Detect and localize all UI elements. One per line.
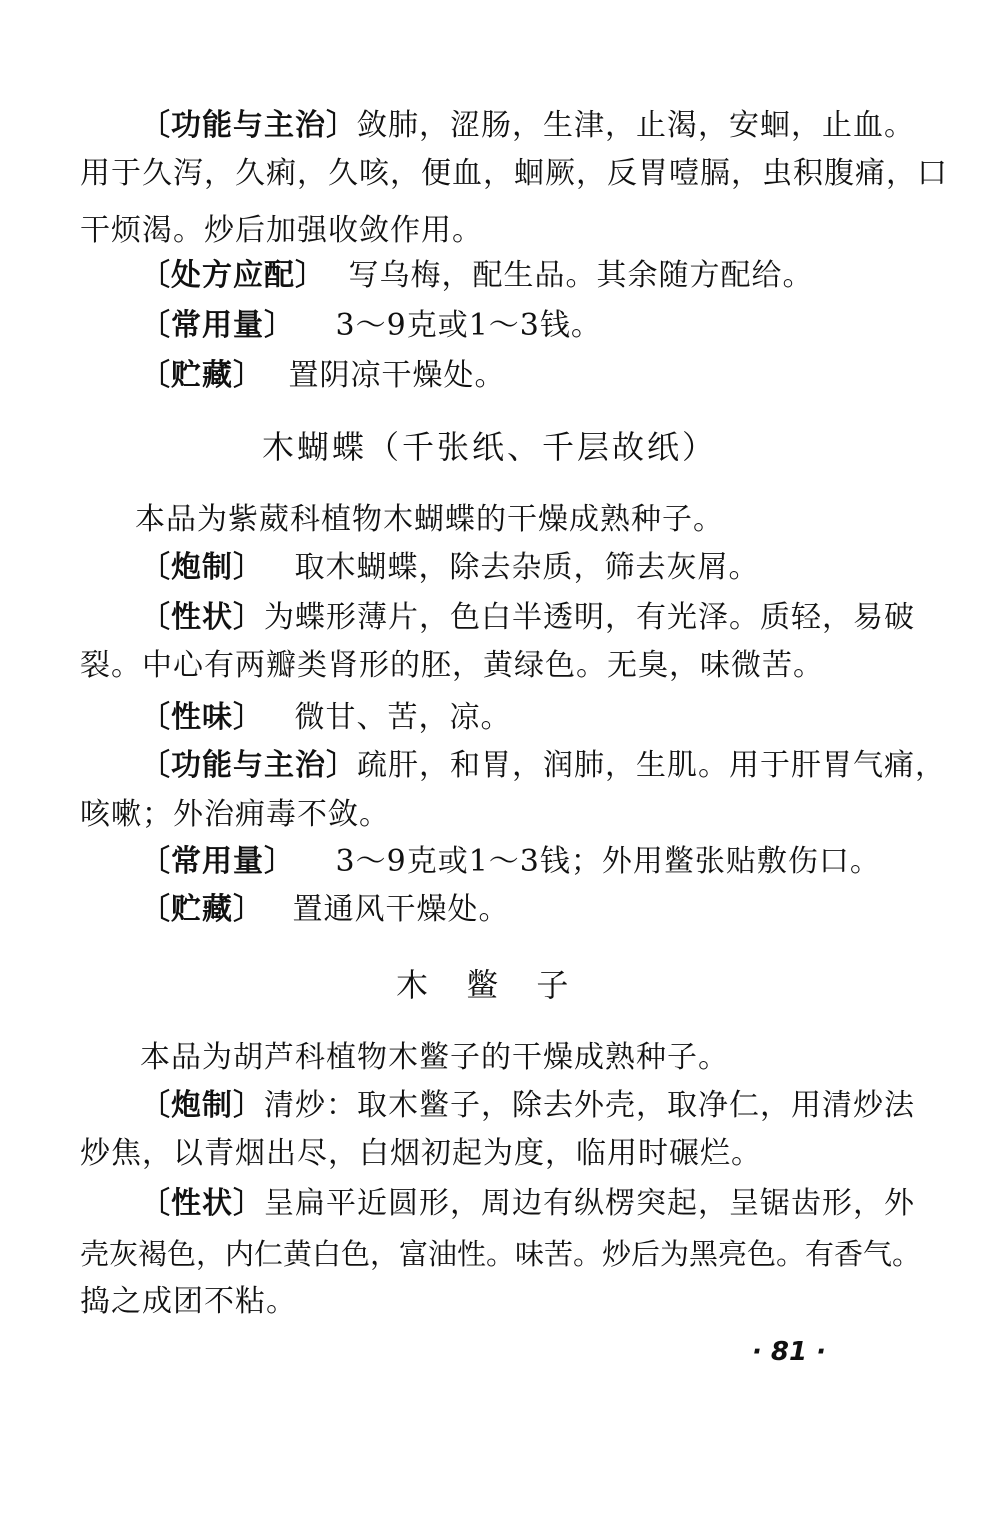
mubiezi-character-line-3: 捣之成团不粘。 [80,1284,297,1319]
muhudie-dosage-line [140,842,881,882]
prescription-tag: 〔处方应配〕 [140,258,326,293]
entry-title-mubiezi: 木 鳖 子 [396,966,583,1004]
dosage-tag: 〔常用量〕 [140,308,295,343]
dosage-text: 3～9克或1～3钱。 [335,308,602,343]
muhudie-taste-line [140,698,512,738]
storage-tag: 〔贮藏〕 [140,892,264,927]
storage-text: 置阴凉干燥处。 [288,358,506,393]
mubiezi-character-line-2: 壳灰褐色，内仁黄白色，富油性。味苦。炒后为黑亮色。有香气。 [80,1237,922,1271]
muhudie-processing-line [140,548,760,588]
page-number: · 81 · [752,1337,827,1367]
taste-tag: 〔性味〕 [140,700,264,735]
function-tag: 〔功能与主治〕 [140,748,357,783]
mubiezi-processing-line-1 [140,1086,915,1126]
prev-function-line-2: 用于久泻，久痢，久咳，便血，蛔厥，反胃噎膈，虫积腹痛，口 [80,156,948,191]
character-text: 为蝶形薄片，色白半透明，有光泽。质轻，易破 [264,600,915,635]
processing-tag: 〔炮制〕 [140,1088,264,1123]
function-text: 疏肝，和胃，润肺，生肌。用于肝胃气痛， [357,748,946,783]
storage-tag: 〔贮藏〕 [140,358,264,393]
character-tag: 〔性状〕 [140,1186,264,1221]
prev-prescription-line [140,256,814,296]
prescription-text: 写乌梅，配生品。其余随方配给。 [348,258,814,293]
processing-tag: 〔炮制〕 [140,550,264,585]
character-text: 呈扁平近圆形，周边有纵楞突起，呈锯齿形，外 [264,1186,915,1221]
processing-text: 清炒：取木鳖子，除去外壳，取净仁，用清炒法 [264,1088,915,1123]
muhudie-character-line-2: 裂。中心有两瓣类肾形的胚，黄绿色。无臭，味微苦。 [80,648,824,683]
mubiezi-processing-line-2: 炒焦，以青烟出尽，白烟初起为度，临用时碾烂。 [80,1136,762,1171]
muhudie-function-line-2: 咳嗽；外治痈毒不敛。 [80,797,390,832]
dosage-tag: 〔常用量〕 [140,844,295,879]
muhudie-character-line-1 [140,598,915,638]
prev-function-line-1 [140,106,915,146]
character-tag: 〔性状〕 [140,600,264,635]
entry-title-muhudie: 木蝴蝶（千张纸、千层故纸） [262,428,718,466]
prev-function-line-3: 干烦渴。炒后加强收敛作用。 [80,213,483,248]
function-text: 敛肺，涩肠，生津，止渴，安蛔，止血。 [357,108,915,143]
storage-text: 置通风干燥处。 [292,892,510,927]
muhudie-function-line-1 [140,746,946,786]
processing-text: 取木蝴蝶，除去杂质，筛去灰屑。 [294,550,760,585]
dosage-text: 3～9克或1～3钱；外用鳖张贴敷伤口。 [335,844,881,879]
muhudie-intro: 本品为紫葳科植物木蝴蝶的干燥成熟种子。 [135,502,724,537]
function-tag: 〔功能与主治〕 [140,108,357,143]
taste-text: 微甘、苦，凉。 [294,700,512,735]
mubiezi-intro: 本品为胡芦科植物木鳖子的干燥成熟种子。 [140,1040,729,1075]
mubiezi-character-line-1 [140,1184,915,1224]
muhudie-storage-line [140,890,510,930]
prev-dosage-line [140,306,602,346]
prev-storage-line [140,356,506,396]
